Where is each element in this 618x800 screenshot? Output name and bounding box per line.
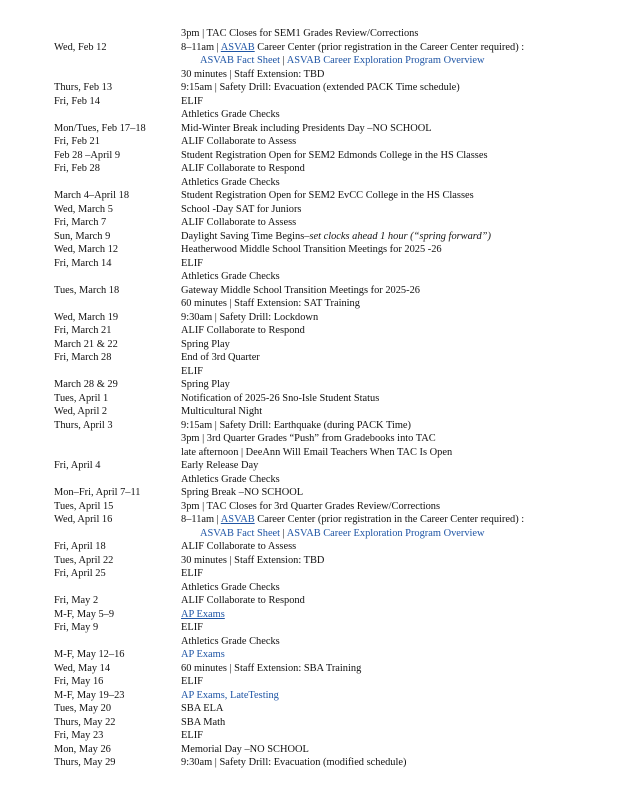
event-description bbox=[181, 473, 280, 487]
event-date: Fri, April 4 bbox=[54, 460, 101, 471]
event-text: ELIF bbox=[181, 676, 203, 687]
calendar-row bbox=[0, 108, 618, 122]
event-description bbox=[181, 432, 436, 446]
calendar-row bbox=[0, 324, 618, 338]
event-text: | bbox=[280, 527, 287, 539]
calendar-row bbox=[0, 419, 618, 433]
event-description bbox=[181, 338, 230, 352]
calendar-row bbox=[0, 338, 618, 352]
event-text: ALIF Collaborate to Respond bbox=[181, 325, 305, 336]
event-description bbox=[181, 567, 203, 581]
event-date: March 28 & 29 bbox=[54, 379, 118, 390]
event-text: Early Release Day bbox=[181, 460, 259, 471]
event-link[interactable]: ASVAB Career Exploration Program Overview bbox=[286, 55, 485, 66]
event-text: School -Day SAT for Juniors bbox=[181, 203, 302, 215]
calendar-row bbox=[0, 473, 618, 487]
event-description bbox=[181, 459, 258, 473]
calendar-row bbox=[0, 729, 618, 743]
calendar-row bbox=[0, 621, 618, 635]
calendar-row bbox=[0, 81, 618, 95]
event-description bbox=[181, 149, 488, 163]
event-date: Mon–Fri, April 7–11 bbox=[54, 487, 141, 498]
event-date: Mon/Tues, Feb 17–18 bbox=[54, 122, 146, 134]
calendar-row bbox=[0, 675, 618, 689]
event-text: 3pm | TAC Closes for SEM1 Grades Review/Corrections bbox=[181, 28, 419, 39]
event-date: Fri, May 23 bbox=[54, 730, 104, 741]
calendar-row bbox=[0, 581, 618, 595]
event-description bbox=[181, 176, 280, 190]
calendar-row bbox=[0, 135, 618, 149]
calendar-row bbox=[0, 756, 618, 770]
calendar-row bbox=[0, 689, 618, 703]
event-date: Sun, March 9 bbox=[54, 230, 111, 242]
calendar-row bbox=[0, 243, 618, 257]
event-date: Fri, March 7 bbox=[54, 217, 107, 228]
event-date: M-F, May 19–23 bbox=[54, 689, 125, 701]
calendar-row bbox=[0, 68, 618, 82]
event-date: Fri, Feb 21 bbox=[54, 136, 100, 147]
calendar-row bbox=[0, 284, 618, 298]
event-text: | bbox=[280, 55, 287, 66]
event-text: ELIF bbox=[181, 622, 203, 633]
event-text: ELIF bbox=[181, 730, 203, 741]
event-text: ALIF Collaborate to Respond bbox=[181, 163, 305, 174]
calendar-row bbox=[0, 122, 618, 136]
event-date: Tues, March 18 bbox=[54, 284, 120, 296]
calendar-row bbox=[0, 635, 618, 649]
event-description bbox=[181, 284, 420, 298]
event-text: ALIF Collaborate to Assess bbox=[181, 541, 297, 552]
calendar-row bbox=[0, 365, 618, 379]
event-date: Tues, May 20 bbox=[54, 703, 112, 714]
event-text: ELIF bbox=[181, 95, 203, 107]
event-description bbox=[181, 189, 474, 203]
event-date: March 21 & 22 bbox=[54, 338, 118, 350]
event-text: Gateway Middle School Transition Meetings for 2025-26 bbox=[181, 284, 420, 296]
calendar-row bbox=[0, 540, 618, 554]
calendar-row bbox=[0, 716, 618, 730]
event-text: Athletics Grade Checks bbox=[181, 473, 280, 485]
event-date: Tues, April 15 bbox=[54, 500, 114, 512]
event-date: Wed, May 14 bbox=[54, 662, 111, 674]
event-description bbox=[181, 41, 524, 55]
event-description bbox=[181, 230, 491, 244]
event-date: Wed, March 5 bbox=[54, 203, 113, 215]
event-date: Tues, April 22 bbox=[54, 554, 114, 566]
event-text: Student Registration Open for SEM2 Edmonds College in the HS Classes bbox=[181, 149, 488, 161]
calendar-row bbox=[0, 392, 618, 406]
calendar-row bbox=[0, 27, 618, 41]
event-description bbox=[181, 378, 230, 392]
event-description bbox=[200, 54, 485, 68]
event-text: Spring Play bbox=[181, 338, 230, 350]
calendar-row bbox=[0, 311, 618, 325]
event-description bbox=[181, 635, 280, 649]
event-description bbox=[181, 203, 301, 217]
event-date: M-F, May 12–16 bbox=[54, 649, 125, 660]
event-description bbox=[181, 324, 305, 338]
event-date: Fri, March 14 bbox=[54, 257, 112, 269]
event-text: Athletics Grade Checks bbox=[181, 176, 280, 188]
event-description bbox=[181, 554, 324, 568]
event-description bbox=[181, 621, 203, 635]
event-text: ALIF Collaborate to Assess bbox=[181, 136, 297, 147]
calendar-row bbox=[0, 270, 618, 284]
event-text: Athletics Grade Checks bbox=[181, 581, 280, 593]
event-text: 3pm | TAC Closes for 3rd Quarter Grades Review/Corrections bbox=[181, 500, 441, 512]
event-date: Wed, March 12 bbox=[54, 244, 119, 255]
event-text: Career Center (prior registration in the Career Center required) : bbox=[254, 514, 525, 525]
event-date: Thurs, April 3 bbox=[54, 419, 113, 431]
calendar-row bbox=[0, 527, 618, 541]
event-date: Feb 28 –April 9 bbox=[54, 149, 121, 161]
event-description bbox=[181, 648, 225, 662]
event-text: Memorial Day –NO SCHOOL bbox=[181, 743, 309, 755]
calendar-row bbox=[0, 662, 618, 676]
event-text: Career Center (prior registration in the Career Center required) : bbox=[254, 41, 525, 53]
event-link[interactable]: AP Exams bbox=[181, 608, 225, 620]
event-description bbox=[181, 716, 225, 730]
event-text: SBA Math bbox=[181, 716, 226, 728]
event-text: End of 3rd Quarter bbox=[181, 352, 260, 363]
event-date: Fri, May 16 bbox=[54, 676, 104, 687]
event-link[interactable]: ASVAB Fact Sheet bbox=[200, 527, 281, 539]
calendar-row bbox=[0, 608, 618, 622]
calendar-row bbox=[0, 405, 618, 419]
event-description bbox=[181, 95, 203, 109]
event-text: Heatherwood Middle School Transition Meetings for 2025 -26 bbox=[181, 244, 442, 255]
calendar-row bbox=[0, 378, 618, 392]
event-description bbox=[181, 311, 318, 325]
calendar-row bbox=[0, 648, 618, 662]
event-text: ALIF Collaborate to Assess bbox=[181, 217, 297, 228]
event-link[interactable]: ASVAB bbox=[220, 514, 255, 525]
calendar-row bbox=[0, 513, 618, 527]
event-date: Fri, Feb 28 bbox=[54, 163, 100, 174]
event-date: Wed, April 2 bbox=[54, 406, 108, 417]
event-description bbox=[181, 581, 280, 595]
event-date: Thurs, Feb 13 bbox=[54, 82, 113, 93]
event-date: Fri, May 9 bbox=[54, 622, 99, 633]
event-description bbox=[181, 162, 305, 176]
event-link[interactable]: AP Exams, LateTesting bbox=[181, 689, 279, 701]
event-date: March 4–April 18 bbox=[54, 190, 130, 201]
calendar-row bbox=[0, 351, 618, 365]
calendar-row bbox=[0, 95, 618, 109]
calendar-row bbox=[0, 41, 618, 55]
event-description bbox=[181, 500, 440, 514]
event-date: Mon, May 26 bbox=[54, 743, 111, 755]
event-text: 30 minutes | Staff Extension: TBD bbox=[181, 554, 325, 566]
event-text: 9:15am | Safety Drill: Evacuation (extended PACK Time schedule) bbox=[181, 82, 460, 93]
event-text: 60 minutes | Staff Extension: SBA Training bbox=[181, 662, 362, 674]
event-text: Student Registration Open for SEM2 EvCC College in the HS Classes bbox=[181, 190, 474, 201]
calendar-row bbox=[0, 446, 618, 460]
event-text: 9:15am | Safety Drill: Earthquake (during PACK Time) bbox=[181, 419, 411, 431]
event-description bbox=[181, 446, 452, 460]
event-description bbox=[181, 756, 406, 770]
event-text: 9:30am | Safety Drill: Evacuation (modified schedule) bbox=[181, 757, 407, 768]
event-text: 60 minutes | Staff Extension: SAT Training bbox=[181, 298, 360, 309]
event-text: 30 minutes | Staff Extension: TBD bbox=[181, 68, 325, 80]
event-date: Tues, April 1 bbox=[54, 392, 109, 404]
event-link[interactable]: AP Exams bbox=[181, 649, 225, 660]
event-description bbox=[181, 257, 203, 271]
calendar-row bbox=[0, 702, 618, 716]
event-date: Fri, April 25 bbox=[54, 568, 106, 579]
calendar-row bbox=[0, 189, 618, 203]
event-date: Fri, Feb 14 bbox=[54, 95, 100, 107]
event-description bbox=[181, 392, 379, 406]
event-date: Thurs, May 22 bbox=[54, 716, 116, 728]
event-description bbox=[181, 122, 432, 136]
event-description bbox=[181, 608, 225, 622]
event-description bbox=[181, 513, 524, 527]
event-date: Wed, April 16 bbox=[54, 514, 113, 525]
event-description bbox=[181, 675, 203, 689]
event-text: set clocks ahead 1 hour (“spring forward”) bbox=[309, 230, 491, 242]
calendar-row bbox=[0, 554, 618, 568]
event-description bbox=[181, 108, 280, 122]
event-date: Fri, March 28 bbox=[54, 352, 112, 363]
event-date: Wed, Feb 12 bbox=[54, 41, 107, 53]
event-description bbox=[181, 729, 203, 743]
event-text: Mid-Winter Break including Presidents Day –NO SCHOOL bbox=[181, 122, 432, 134]
event-text: Spring Play bbox=[181, 379, 230, 390]
event-description bbox=[181, 419, 411, 433]
event-description bbox=[181, 351, 260, 365]
event-description bbox=[181, 243, 442, 257]
calendar-row bbox=[0, 459, 618, 473]
calendar-row bbox=[0, 743, 618, 757]
event-link[interactable]: ASVAB bbox=[220, 41, 255, 53]
event-description bbox=[181, 270, 280, 284]
calendar-row bbox=[0, 54, 618, 68]
event-description bbox=[181, 743, 309, 757]
calendar-row bbox=[0, 432, 618, 446]
event-text: 9:30am | Safety Drill: Lockdown bbox=[181, 311, 319, 323]
calendar-row bbox=[0, 567, 618, 581]
event-text: late afternoon | DeeAnn Will Email Teachers When TAC Is Open bbox=[181, 446, 453, 458]
event-date: M-F, May 5–9 bbox=[54, 608, 115, 620]
calendar-row bbox=[0, 162, 618, 176]
event-link[interactable]: ASVAB Fact Sheet bbox=[200, 55, 281, 66]
event-text: Athletics Grade Checks bbox=[181, 635, 280, 647]
event-text: Athletics Grade Checks bbox=[181, 109, 280, 120]
event-date: Fri, April 18 bbox=[54, 541, 106, 552]
event-text: ALIF Collaborate to Respond bbox=[181, 595, 305, 606]
event-text: ELIF bbox=[181, 257, 203, 269]
event-description bbox=[181, 135, 296, 149]
event-description bbox=[181, 27, 418, 41]
event-description bbox=[181, 540, 296, 554]
event-description bbox=[181, 81, 460, 95]
calendar-row bbox=[0, 216, 618, 230]
calendar-row bbox=[0, 500, 618, 514]
event-description bbox=[181, 486, 303, 500]
event-date: Fri, March 21 bbox=[54, 325, 112, 336]
event-description bbox=[200, 527, 485, 541]
event-description bbox=[181, 297, 360, 311]
event-description bbox=[181, 662, 361, 676]
event-text: Spring Break –NO SCHOOL bbox=[181, 487, 304, 498]
event-description bbox=[181, 216, 296, 230]
event-description bbox=[181, 405, 262, 419]
event-date: Fri, May 2 bbox=[54, 595, 99, 606]
event-date: Thurs, May 29 bbox=[54, 757, 116, 768]
calendar-row bbox=[0, 297, 618, 311]
event-text: Daylight Saving Time Begins– bbox=[181, 230, 310, 242]
event-text: Notification of 2025-26 Sno-Isle Student Status bbox=[181, 392, 380, 404]
calendar-row bbox=[0, 594, 618, 608]
calendar-row bbox=[0, 149, 618, 163]
event-description bbox=[181, 365, 203, 379]
event-text: SBA ELA bbox=[181, 703, 224, 714]
calendar-row bbox=[0, 486, 618, 500]
event-text: ELIF bbox=[181, 568, 203, 579]
event-text: 8–11am | bbox=[181, 514, 221, 525]
event-description bbox=[181, 68, 324, 82]
calendar-row bbox=[0, 230, 618, 244]
event-date: Wed, March 19 bbox=[54, 311, 119, 323]
event-text: 3pm | 3rd Quarter Grades “Push” from Gradebooks into TAC bbox=[181, 433, 436, 444]
event-text: Athletics Grade Checks bbox=[181, 271, 280, 282]
calendar-row bbox=[0, 203, 618, 217]
event-description bbox=[181, 689, 279, 703]
event-description bbox=[181, 594, 305, 608]
calendar-row bbox=[0, 257, 618, 271]
event-text: Multicultural Night bbox=[181, 406, 263, 417]
event-text: ELIF bbox=[181, 365, 203, 377]
event-text: 8–11am | bbox=[181, 41, 221, 53]
calendar-row bbox=[0, 176, 618, 190]
event-link[interactable]: ASVAB Career Exploration Program Overview bbox=[286, 527, 485, 539]
event-description bbox=[181, 702, 223, 716]
